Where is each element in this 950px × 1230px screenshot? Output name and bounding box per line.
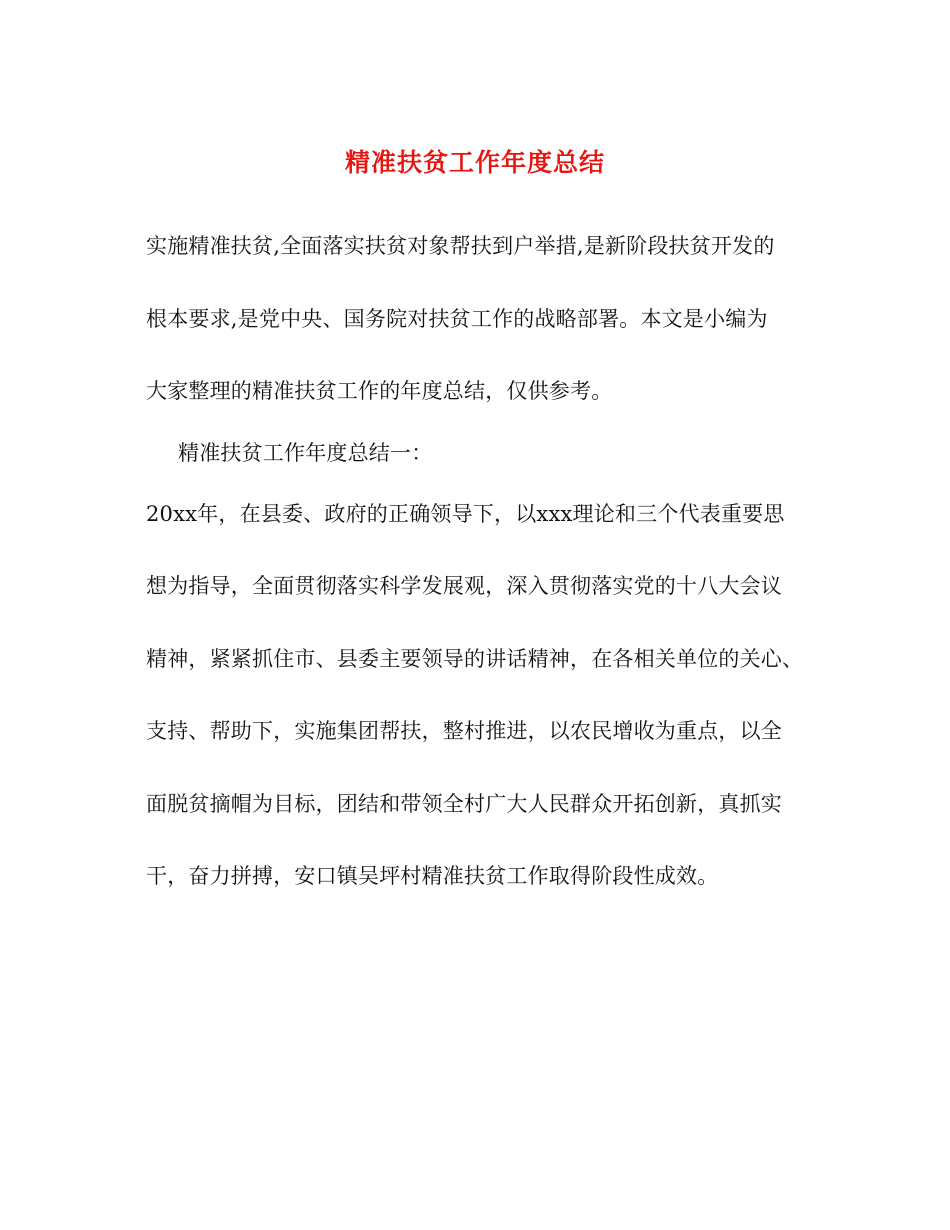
body-line-2: 想为指导，全面贯彻落实科学发展观，深入贯彻落实党的十八大会议	[146, 574, 782, 598]
body-line-4: 支持、帮助下，实施集团帮扶，整村推进，以农民增收为重点，以全	[146, 719, 782, 743]
intro-line-2: 根本要求,是党中央、国务院对扶贫工作的战略部署。本文是小编为	[146, 307, 768, 331]
body-line-5: 面脱贫摘帽为目标，团结和带领全村广大人民群众开拓创新，真抓实	[146, 792, 782, 816]
document-title: 精准扶贫工作年度总结	[344, 148, 605, 177]
intro-line-3: 大家整理的精准扶贫工作的年度总结，仅供参考。	[146, 379, 613, 403]
body-line-1: 20xx年，在县委、政府的正确领导下，以xxx理论和三个代表重要思	[146, 502, 785, 526]
intro-line-1: 实施精准扶贫,全面落实扶贫对象帮扶到户举措,是新阶段扶贫开发的	[146, 234, 775, 258]
section-heading: 精准扶贫工作年度总结一：	[178, 441, 433, 465]
body-line-6: 干，奋力拼搏，安口镇吴坪村精准扶贫工作取得阶段性成效。	[146, 864, 719, 888]
body-line-3: 精神，紧紧抓住市、县委主要领导的讲话精神，在各相关单位的关心、	[146, 647, 804, 671]
